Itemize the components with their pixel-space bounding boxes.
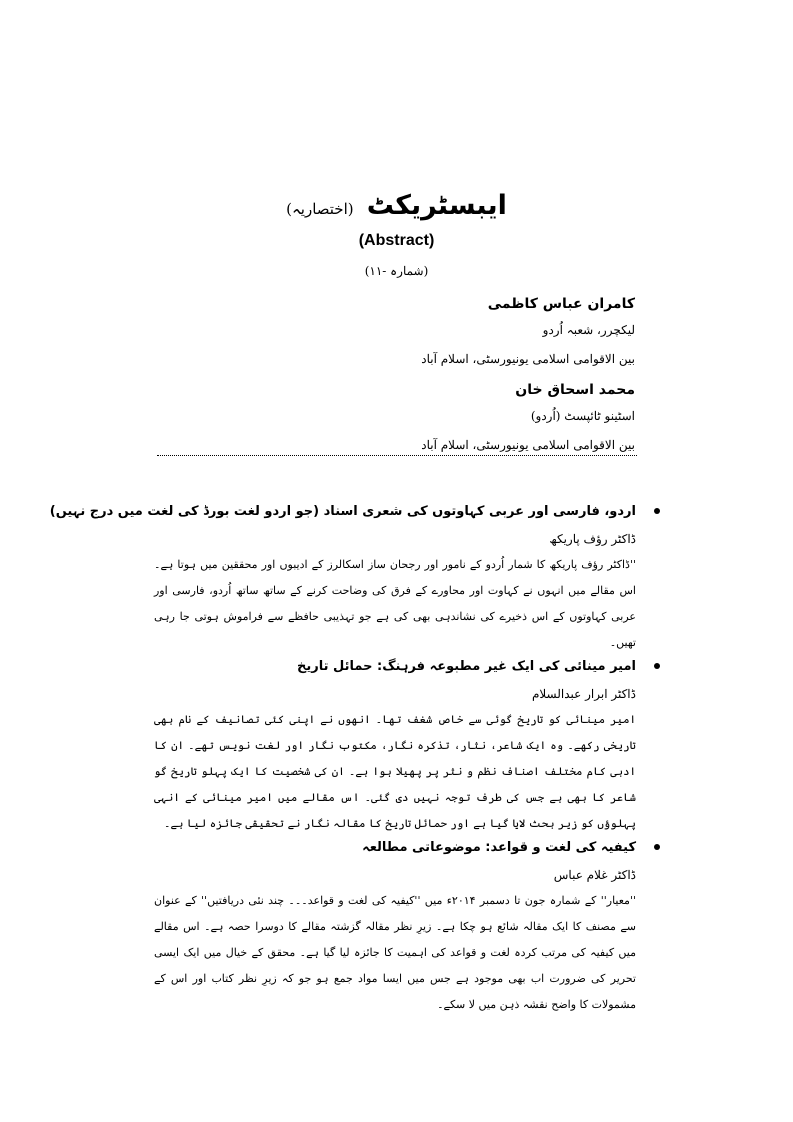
- articles-list: [49, 501, 636, 1018]
- author-position: اسٹینو ٹائپسٹ (اُردو): [530, 409, 635, 423]
- title-subtitle: (اختصاریہ): [286, 200, 354, 218]
- article-abstract: ''معیار'' کے شمارہ جون تا دسمبر ۲۰۱۴ء میں ''کیفیہ کی لغت و قواعد۔۔۔ چند نئی دریافتیں'' کے عنوان سے مصنف کا ایک مقالہ شائع ہو چکا ہے۔ زیرِ نظر مقالہ گزشتہ مقالے کا دوسرا حصہ ہے۔ اس مقالے میں کیفیہ کی مرتب کردہ لغت و قواعد کی اہمیت کا جائزہ لیا گیا ہے۔ محقق کے خیال میں ایک ایسی تحریر کی ضرورت اب بھی موجود ہے جس میں ایسا مواد جمع ہو جو کہ زیرِ نظر کتاب اور اس کے مشمولات کا واضح نقشہ ذہن میں لا سکے۔: [154, 894, 636, 1011]
- authors-block: [155, 292, 635, 460]
- article-author: ڈاکٹر غلام عباس: [553, 868, 636, 882]
- article-title: کیفیہ کی لغت و قواعد: موضوعاتی مطالعہ: [362, 840, 636, 855]
- article-title: امیر مینائی کی ایک غیر مطبوعہ فرہنگ: حمائل تاریخ: [297, 659, 636, 674]
- article-item: [49, 501, 636, 656]
- bullet-icon: [654, 508, 660, 514]
- abstract-english-label: (Abstract): [358, 232, 435, 249]
- author-name: کامران عباس کاظمی: [487, 296, 635, 312]
- bullet-icon: [654, 844, 660, 850]
- article-abstract: ''ڈاکٹر رؤف پاریکھ کا شمار اُردو کے نامور اور رجحان ساز اسکالرز کے ادیبوں اور محققین میں ہوتا ہے۔ اس مقالے میں انہوں نے کہاوت اور محاورے کے فرق کی وضاحت کرنے کے ساتھ ساتھ اُردو، فارسی اور عربی کہاوتوں کے اس ذخیرے کی نشاندہی بھی کی ہے جو تہذیبی حافظے سے فراموش ہوتی جا رہی تھیں۔: [154, 558, 636, 649]
- author-position: لیکچرر، شعبہ اُردو: [542, 323, 635, 337]
- article-author: ڈاکٹر ابرار عبدالسلام: [531, 687, 636, 701]
- article-abstract: امیر مینائی کو تاریخ گوئی سے خاص شغف تھا۔ انھوں نے اپنی کئی تصانیف کے نام بھی تاریخی رکھے۔ وہ ایک شاعر، نثار، تذکرہ نگار، مکتوب نگار اور لغت نویس تھے۔ ان کا ادبی کام مختلف اصناف نظم و نثر پر پھیلا ہوا ہے۔ ان کی شخصیت کا ایک پہلو تاریخ گو شاعر کا بھی ہے جس کی طرف توجہ نہیں دی گئی۔ اس مقالے میں امیر مینائی کے انہی پہلوؤں کو زیر بحث لایا گیا ہے اور حمائل تاریخ کا مقالہ نگار نے تحقیقی جائزہ لیا ہے۔: [154, 713, 636, 830]
- article-author: ڈاکٹر رؤف پاریکھ: [549, 532, 636, 546]
- title-main: ایبسٹریکٹ: [366, 190, 507, 221]
- author-affiliation: بین الاقوامی اسلامی یونیورسٹی، اسلام آباد: [421, 352, 635, 366]
- article-title: اردو، فارسی اور عربی کہاوتوں کی شعری اسناد (جو اردو لغت بورڈ کی لغت میں درج نہیں): [49, 504, 636, 519]
- page-title: [0, 190, 793, 221]
- author-name: محمد اسحاق خان: [515, 382, 635, 398]
- article-item: [154, 837, 636, 1018]
- author-affiliation: بین الاقوامی اسلامی یونیورسٹی، اسلام آباد: [421, 438, 635, 452]
- issue-number: (شمارہ -۱۱): [364, 264, 429, 278]
- dotted-divider: [157, 455, 637, 456]
- article-item: [154, 656, 636, 837]
- bullet-icon: [654, 663, 660, 669]
